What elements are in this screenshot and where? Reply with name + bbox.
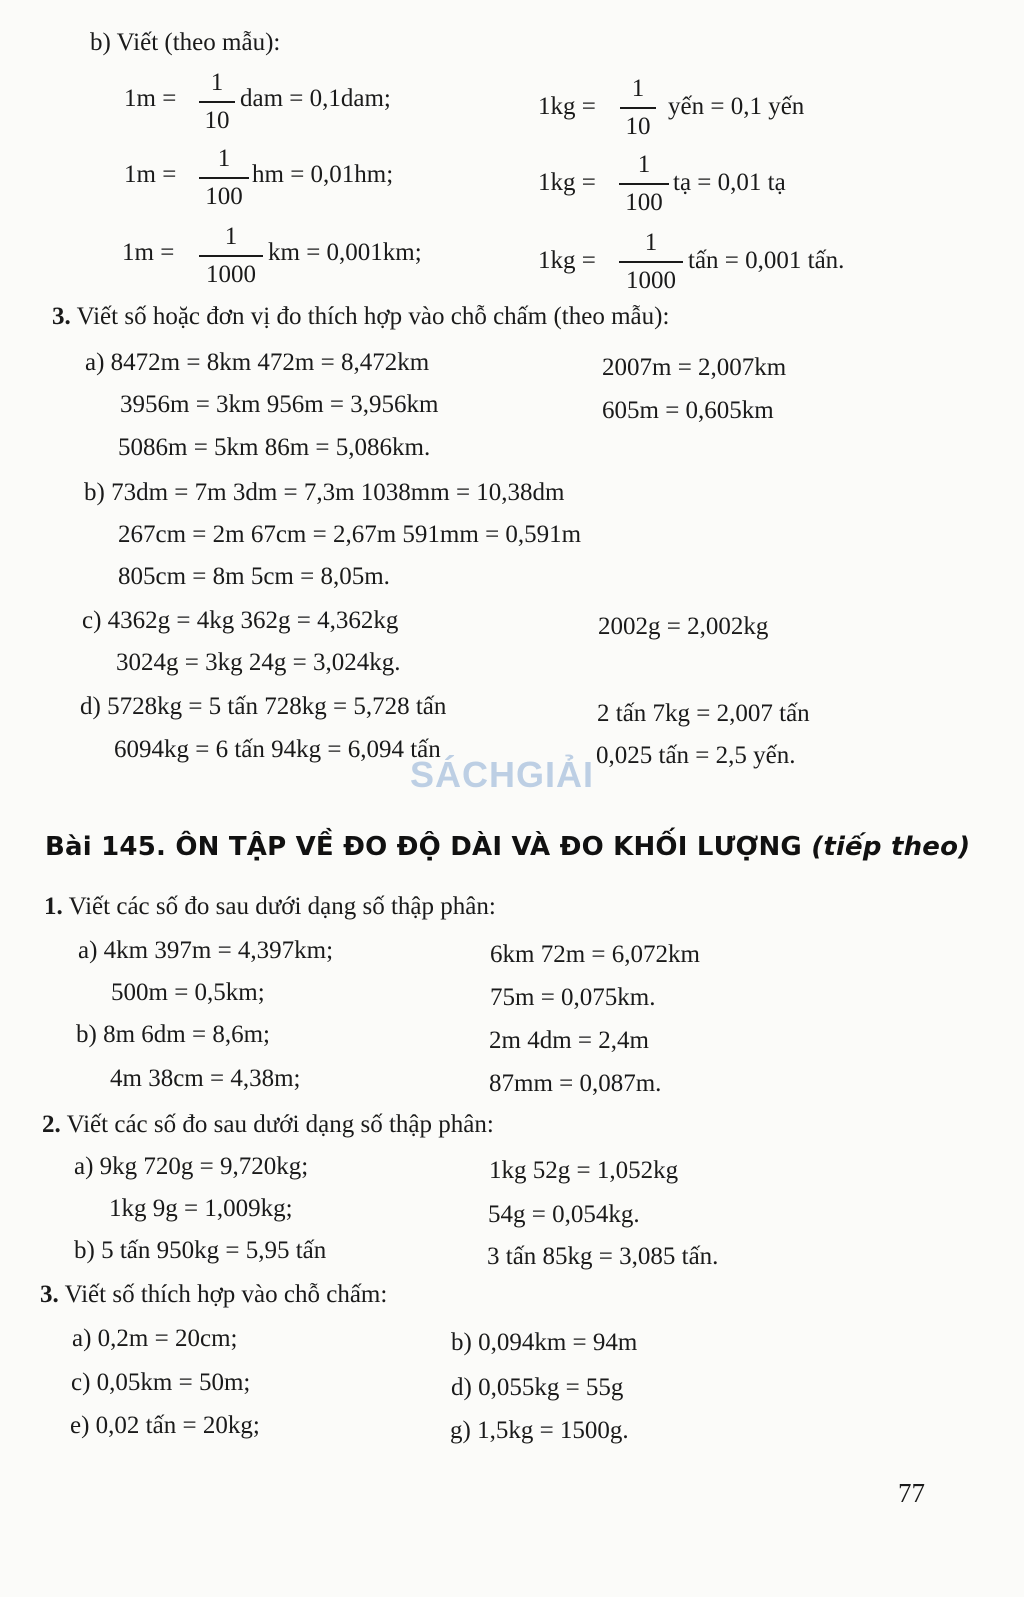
ex1-b-line2: 4m 38cm = 4,38m;: [110, 1065, 301, 1092]
ex3-prev-d-line2-right: 0,025 tấn = 2,5 yến.: [596, 742, 796, 769]
ex3-prev-b-line1: b) 73dm = 7m 3dm = 7,3m 1038mm = 10,38dm: [84, 479, 565, 506]
lesson-title: Bài 145. ÔN TẬP VỀ ĐO ĐỘ DÀI VÀ ĐO KHỐI LƯỢNG (tiếp theo): [45, 832, 971, 862]
ex3-prev-c-line1: c) 4362g = 4kg 362g = 4,362kg: [82, 607, 399, 634]
ex1-a-line2: 500m = 0,5km;: [111, 979, 265, 1006]
ex3-item-b: b) 0,094km = 94m: [451, 1329, 638, 1356]
ex2-a-line2-right: 54g = 0,054kg.: [488, 1201, 640, 1228]
ex2-a-line1: a) 9kg 720g = 9,720kg;: [74, 1153, 309, 1180]
ex3-prev-d-line2: 6094kg = 6 tấn 94kg = 6,094 tấn: [114, 736, 441, 763]
ex3-prev-b-line2: 267cm = 2m 67cm = 2,67m 591mm = 0,591m: [118, 521, 582, 548]
ex2-b-line1: b) 5 tấn 950kg = 5,95 tấn: [74, 1237, 327, 1264]
ex3-item-g: g) 1,5kg = 1500g.: [450, 1417, 629, 1444]
ex3-prev-a-line1-right: 2007m = 2,007km: [602, 354, 787, 381]
ex1-b-line1-right: 2m 4dm = 2,4m: [489, 1027, 649, 1054]
ex3-prev-d-line1-right: 2 tấn 7kg = 2,007 tấn: [597, 700, 810, 727]
fraction-numerator: 1: [217, 145, 231, 172]
kg-row3-result: tấn = 0,001 tấn.: [688, 247, 845, 274]
ex3-item-a: a) 0,2m = 20cm;: [72, 1325, 238, 1352]
exercise-3-heading: 3. Viết số thích hợp vào chỗ chấm:: [40, 1281, 388, 1308]
fraction-denominator: 100: [205, 183, 243, 210]
ex1-a-line2-right: 75m = 0,075km.: [490, 984, 656, 1011]
ex2-a-line2: 1kg 9g = 1,009kg;: [109, 1195, 293, 1222]
ex1-b-line1: b) 8m 6dm = 8,6m;: [76, 1021, 270, 1048]
ex3-item-d: d) 0,055kg = 55g: [451, 1374, 624, 1401]
kg-row1-prefix: 1kg =: [538, 93, 596, 120]
exercise-1-heading: 1. Viết các số đo sau dưới dạng số thập phân:: [44, 893, 496, 920]
ex3-item-e: e) 0,02 tấn = 20kg;: [70, 1412, 260, 1439]
kg-row3-prefix: 1kg =: [538, 247, 596, 274]
fraction-numerator: 1: [210, 69, 224, 96]
ex3-prev-d-line1: d) 5728kg = 5 tấn 728kg = 5,728 tấn: [80, 693, 447, 720]
exercise-3-prev-heading: 3. Viết số hoặc đơn vị đo thích hợp vào chỗ chấm (theo mẫu):: [52, 303, 670, 330]
fraction-numerator: 1: [631, 75, 645, 102]
ex3-prev-a-line2: 3956m = 3km 956m = 3,956km: [120, 391, 439, 418]
ex1-b-line2-right: 87mm = 0,087m.: [489, 1070, 662, 1097]
m-row3-result: km = 0,001km;: [268, 239, 422, 266]
ex3-prev-b-line3: 805cm = 8m 5cm = 8,05m.: [118, 563, 390, 590]
ex2-b-line1-right: 3 tấn 85kg = 3,085 tấn.: [487, 1243, 719, 1270]
fraction-numerator: 1: [224, 223, 238, 250]
m-row3-prefix: 1m =: [122, 239, 175, 266]
fraction-numerator: 1: [637, 151, 651, 178]
ex1-a-line1-right: 6km 72m = 6,072km: [490, 941, 700, 968]
ex3-prev-a-line1: a) 8472m = 8km 472m = 8,472km: [85, 349, 430, 376]
kg-row1-result: yến = 0,1 yến: [668, 93, 805, 120]
ex3-item-c: c) 0,05km = 50m;: [71, 1369, 251, 1396]
kg-row2-prefix: 1kg =: [538, 169, 596, 196]
ex1-a-line1: a) 4km 397m = 4,397km;: [78, 937, 334, 964]
section-b-label: b) Viết (theo mẫu):: [90, 29, 281, 56]
ex3-prev-c-line2: 3024g = 3kg 24g = 3,024kg.: [116, 649, 401, 676]
ex3-prev-a-line3: 5086m = 5km 86m = 5,086km.: [118, 434, 431, 461]
ex3-prev-c-line1-right: 2002g = 2,002kg: [598, 613, 769, 640]
m-row2-result: hm = 0,01hm;: [252, 161, 394, 188]
m-row1-prefix: 1m =: [124, 85, 177, 112]
m-row1-result: dam = 0,1dam;: [240, 85, 391, 112]
exercise-2-heading: 2. Viết các số đo sau dưới dạng số thập phân:: [42, 1111, 494, 1138]
ex3-prev-a-line2-right: 605m = 0,605km: [602, 397, 774, 424]
m-row2-prefix: 1m =: [124, 161, 177, 188]
kg-row2-result: tạ = 0,01 tạ: [673, 169, 786, 196]
fraction-denominator: 1000: [206, 261, 256, 288]
page-number: 77: [898, 1478, 925, 1508]
fraction-denominator: 1000: [626, 267, 676, 294]
fraction-denominator: 10: [204, 107, 230, 134]
fraction-denominator: 100: [625, 189, 663, 216]
watermark-logo: SÁCHGIẢI: [410, 754, 595, 795]
ex2-a-line1-right: 1kg 52g = 1,052kg: [489, 1157, 679, 1184]
fraction-numerator: 1: [644, 229, 658, 256]
fraction-denominator: 10: [625, 113, 651, 140]
